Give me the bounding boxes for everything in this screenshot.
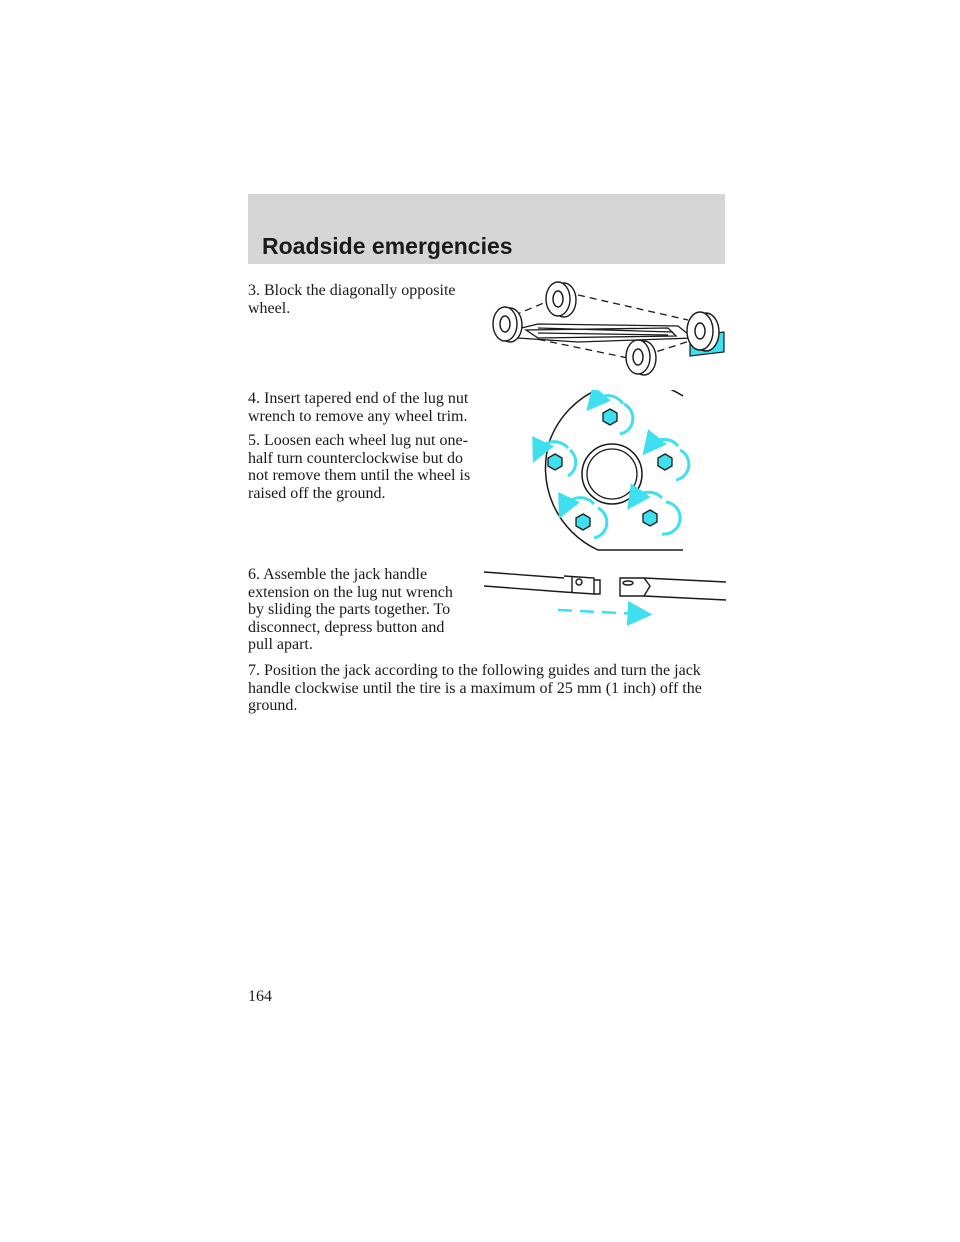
section-header [248, 194, 725, 264]
lug-nut-loosening-illustration [528, 390, 728, 560]
block-wheel-illustration [478, 280, 728, 380]
step-6-text: 6. Assemble the jack handle extension on the lug nut wrench by sliding the parts together. To disconnect, depress button and pull apart. [248, 566, 453, 653]
page-number: 164 [248, 988, 272, 1005]
jack-handle-extension-illustration [482, 566, 728, 626]
step-3-text: 3. Block the diagonally opposite wheel. [248, 282, 456, 317]
section-title: Roadside emergencies [262, 233, 513, 259]
step-7-text: 7. Position the jack according to the following guides and turn the jack handle clockwise until the tire is a maximum of 25 mm (1 inch) off the ground. [248, 662, 702, 714]
step-5-text: 5. Loosen each wheel lug nut one-half turn counterclockwise but do not remove them until the wheel is raised off the ground. [248, 432, 471, 502]
step-4-text: 4. Insert tapered end of the lug nut wrench to remove any wheel trim. [248, 390, 469, 425]
